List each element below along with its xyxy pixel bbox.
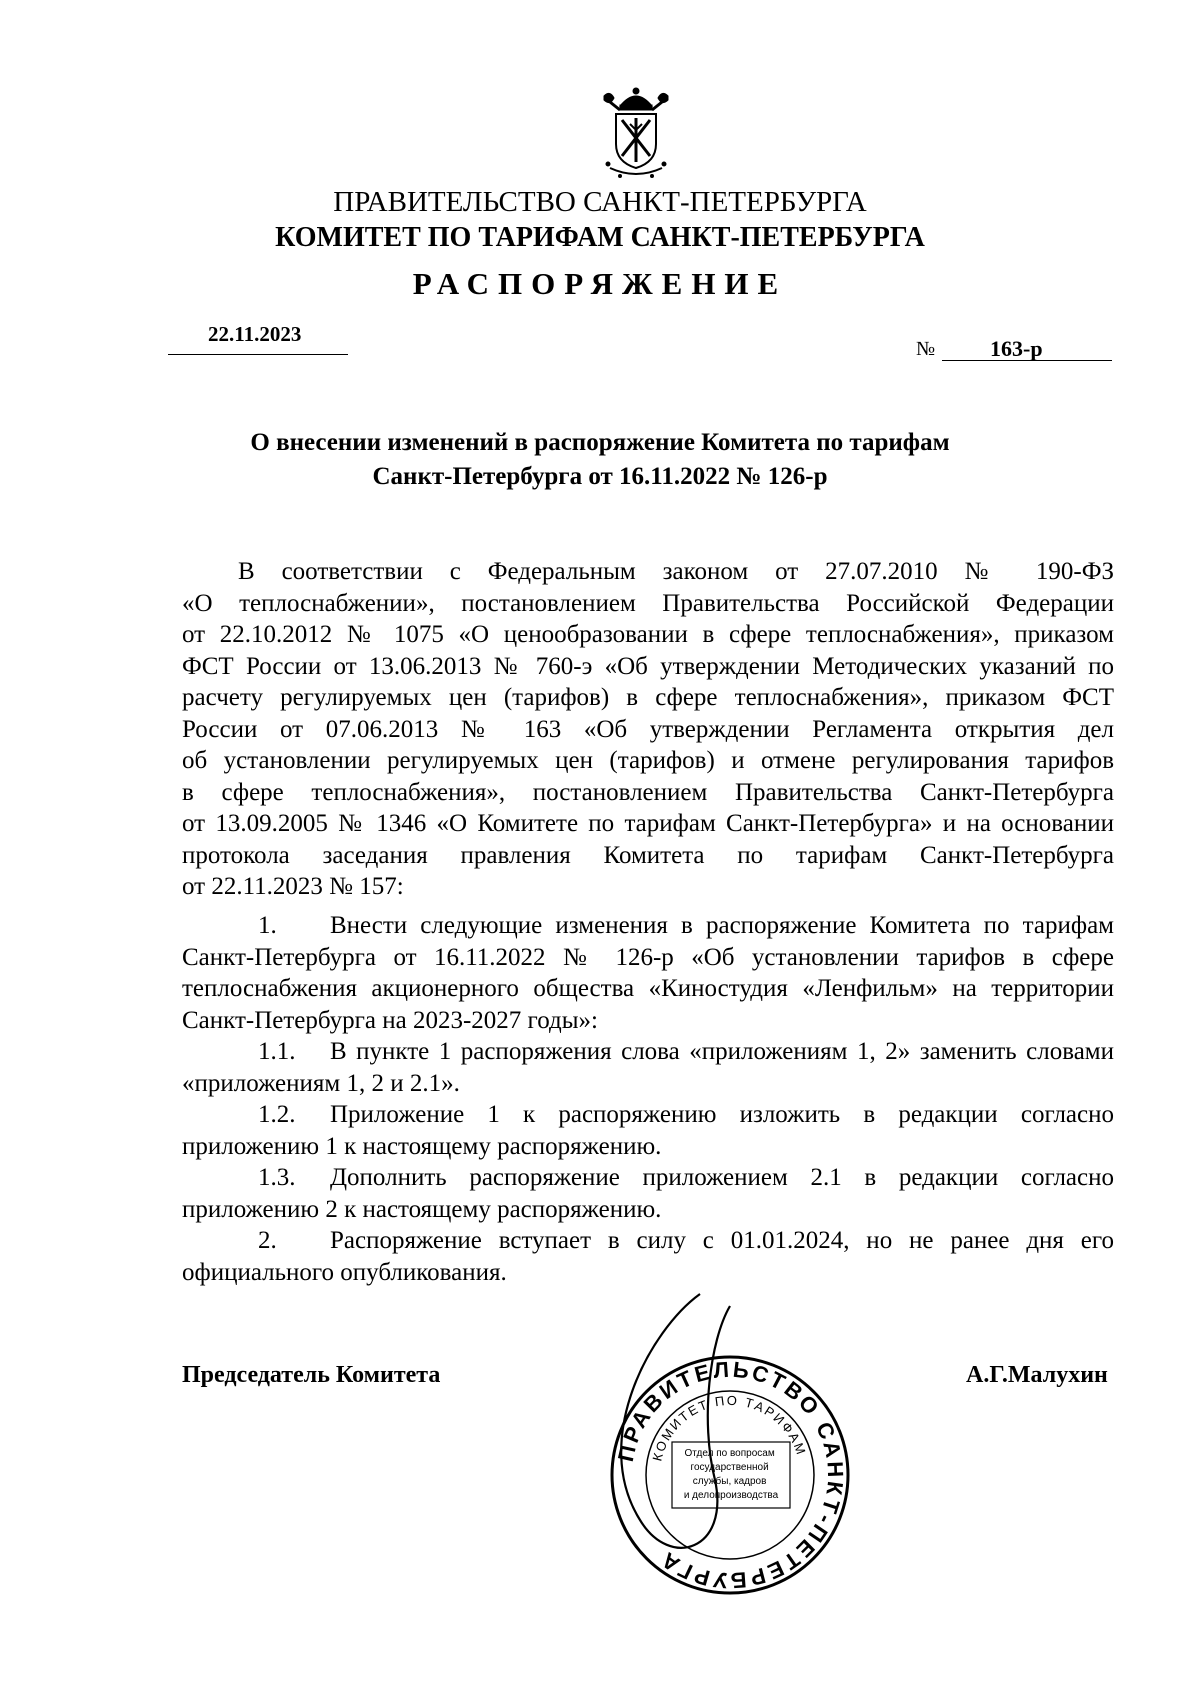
- signatory-name: А.Г.Малухин: [966, 1362, 1108, 1388]
- text-line: от 13.09.2005 № 1346 «О Комитете по тарифам Санкт-Петербурга» и на основании: [182, 810, 1114, 837]
- text-line: России от 07.06.2013 № 163 «Об утверждении Регламента открытия дел: [182, 715, 1114, 743]
- number-sign: №: [916, 338, 936, 360]
- svg-text:ПРАВИТЕЛЬСТВО САНКТ-ПЕТЕРБУРГА: [613, 1357, 848, 1594]
- text-line: Санкт-Петербурга от 16.11.2022 № 126-р «Об установлении тарифов в сфере: [182, 943, 1114, 971]
- list-item: [182, 910, 1114, 942]
- coat-of-arms-icon: [590, 84, 682, 180]
- stamp-center-line: службы, кадров: [692, 1476, 767, 1487]
- text-line: ФСТ России от 13.06.2013 № 760-э «Об утверждении Методических указаний по: [182, 652, 1114, 680]
- text-line: официального опубликования.: [182, 1258, 507, 1286]
- svg-text:Отдел по вопросам госуда: [684, 1448, 779, 1501]
- document-title-line: Санкт-Петербурга от 16.11.2022 № 126-р: [372, 463, 828, 490]
- list-item: [182, 1162, 1114, 1194]
- text-line: Санкт-Петербурга на 2023-2027 годы»:: [182, 1006, 598, 1034]
- item-text: Распоряжение вступает в силу с 01.01.2024, но не ранее дня его: [330, 1227, 1114, 1254]
- item-text: В пункте 1 распоряжения слова «приложениям 1, 2» заменить словами: [330, 1038, 1114, 1065]
- official-stamp: [580, 1270, 880, 1600]
- item-text: Внести следующие изменения в распоряжение Комитета по тарифам: [330, 912, 1114, 939]
- item-number: 1.1.: [258, 1038, 296, 1065]
- list-item: [182, 1225, 1114, 1257]
- text-line: приложению 2 к настоящему распоряжению.: [182, 1195, 662, 1223]
- preamble-paragraph: [182, 556, 1114, 903]
- items-list: [182, 910, 1114, 1288]
- list-item: [182, 1099, 1114, 1131]
- document-number: 163-р: [990, 336, 1043, 361]
- text-line: приложению 1 к настоящему распоряжению.: [182, 1132, 662, 1160]
- date-underline: [168, 354, 348, 355]
- committee-heading: КОМИТЕТ ПО ТАРИФАМ САНКТ-ПЕТЕРБУРГА: [275, 222, 925, 253]
- stamp-outer-text: ПРАВИТЕЛЬСТВО САНКТ-ПЕТЕРБУРГА: [612, 1356, 849, 1594]
- stamp-center-line: государственной: [690, 1462, 769, 1473]
- text-line: протокола заседания правления Комитета по тарифам Санкт-Петербурга: [182, 841, 1114, 869]
- item-number: 1.3.: [258, 1164, 296, 1191]
- text-line: от 22.11.2023 № 157:: [182, 873, 404, 900]
- item-text: Дополнить распоряжение приложением 2.1 в редакции согласно: [330, 1164, 1114, 1191]
- stamp-inner-text: КОМИТЕТ ПО ТАРИФАМ: [649, 1392, 810, 1463]
- document-date: 22.11.2023: [208, 322, 302, 346]
- text-line: В соответствии с Федеральным законом от 27.07.2010 № 190-ФЗ: [238, 558, 1114, 585]
- stamp-middle-ring: [646, 1391, 814, 1559]
- number-underline: [942, 360, 1112, 361]
- item-number: 2.: [258, 1227, 277, 1254]
- text-line: теплоснабжения акционерного общества «Киностудия «Ленфильм» на территории: [182, 975, 1114, 1002]
- text-line: «О теплоснабжении», постановлением Правительства Российской Федерации: [182, 589, 1114, 617]
- text-line: «приложениям 1, 2 и 2.1».: [182, 1069, 460, 1097]
- item-number: 1.: [258, 912, 277, 939]
- government-heading: ПРАВИТЕЛЬСТВО САНКТ-ПЕТЕРБУРГА: [333, 186, 867, 218]
- stamp-center-line: Отдел по вопросам: [684, 1448, 775, 1459]
- item-number: 1.2.: [258, 1101, 296, 1128]
- document-title-line: О внесении изменений в распоряжение Комитета по тарифам: [250, 429, 950, 456]
- text-line: от 22.10.2012 № 1075 «О ценообразовании в сфере теплоснабжения», приказом: [182, 621, 1114, 648]
- stamp-center-line: и делопроизводства: [683, 1490, 779, 1501]
- text-line: расчету регулируемых цен (тарифов) в сфере теплоснабжения», приказом ФСТ: [182, 684, 1114, 711]
- list-item: [182, 1036, 1114, 1068]
- item-text: Приложение 1 к распоряжению изложить в редакции согласно: [330, 1101, 1114, 1128]
- text-line: об установлении регулируемых цен (тарифов) и отмене регулирования тарифов: [182, 747, 1114, 774]
- document-type-heading: РАСПОРЯЖЕНИЕ: [412, 266, 788, 301]
- signatory-position: Председатель Комитета: [182, 1362, 441, 1388]
- text-line: в сфере теплоснабжения», постановлением Правительства Санкт-Петербурга: [182, 778, 1114, 806]
